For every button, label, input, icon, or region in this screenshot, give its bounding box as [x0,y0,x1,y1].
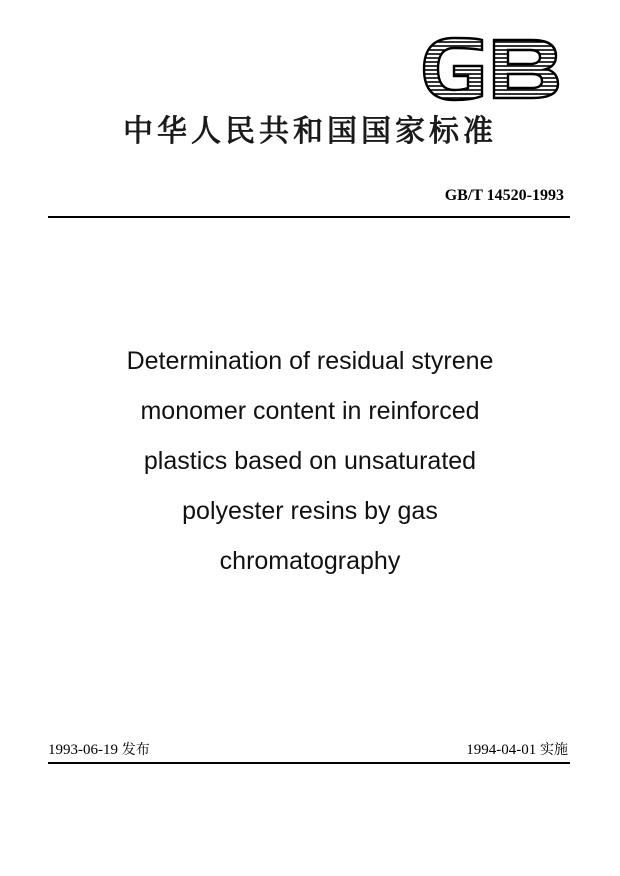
title-line: monomer content in reinforced [140,397,480,425]
gb-logo [420,36,562,102]
title-line: polyester resins by gas [182,497,438,525]
title-line: plastics based on unsaturated [143,447,477,475]
title-line: Determination of residual styrene [126,347,494,375]
gb-logo-icon [420,36,562,102]
top-divider [48,216,570,218]
effective-date-block [466,740,568,760]
bottom-divider [48,762,570,764]
standard-number: GB/T 14520-1993 [444,187,564,204]
title-line: chromatography [219,547,401,575]
issue-label: 发布 [121,742,150,758]
issue-date-block [48,740,150,760]
issue-date: 1993-06-19 [48,742,118,758]
document-title [60,336,560,586]
effective-date: 1994-04-01 [466,742,537,758]
effective-label: 实施 [540,742,568,758]
national-standard-title: 中华人民共和国国家标准 [123,114,497,149]
